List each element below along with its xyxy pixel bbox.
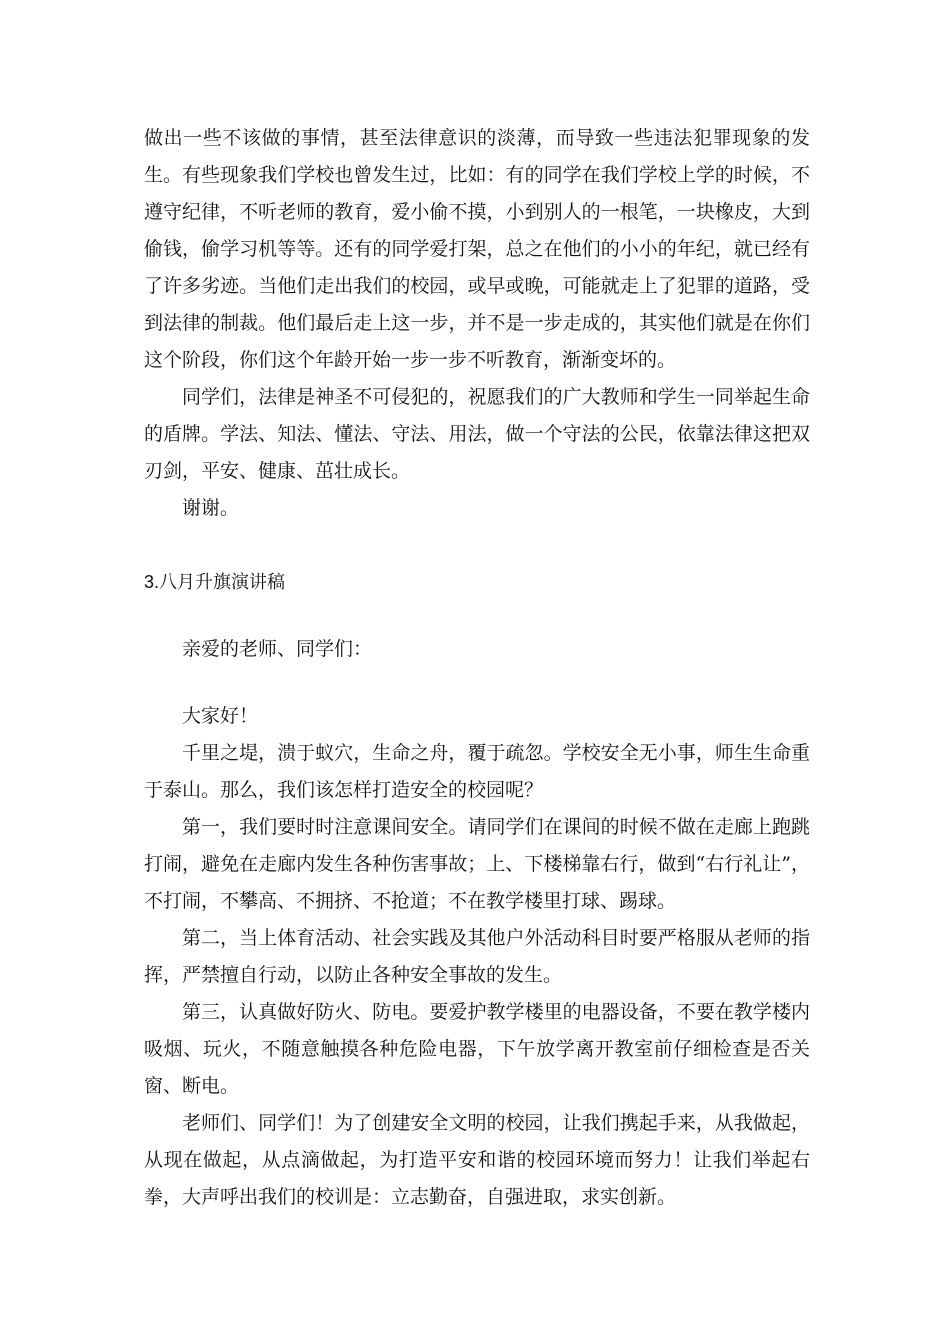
continuation-paragraph-1: 做出一些不该做的事情，甚至法律意识的淡薄，而导致一些违法犯罪现象的发生。有些现象我们学校也曾发生过，比如：有的同学在我们学校上学的时候，不遵守纪律，不听老师的教育，爱小偷不摸，小到别人的一根笔，一块橡皮，大到偷钱，偷学习机等等。还有的同学爱打架，总之在他们的小小的年纪，就已经有了许多劣迹。当他们走出我们的校园，或早或晚，可能就走上了犯罪的道路，受到法律的制裁。他们最后走上这一步，并不是一步走成的，其实他们就是在你们这个阶段，你们这个年龄开始一步一步不听教育，渐渐变坏的。 bbox=[144, 127, 810, 371]
body-paragraph-5: 老师们、同学们！为了创建安全文明的校园，让我们携起手来，从我做起，从现在做起，从点滴做起，为打造平安和谐的校园环境而努力！让我们举起右拳，大声呼出我们的校训是：立志勤奋，自强进取，求实创新。 bbox=[144, 1112, 810, 1208]
spacer bbox=[144, 668, 810, 698]
spacer bbox=[144, 527, 810, 564]
salutation: 亲爱的老师、同学们： bbox=[182, 638, 373, 660]
thanks-line: 谢谢。 bbox=[182, 497, 240, 519]
body-paragraph-3: 第二，当上体育活动、社会实践及其他户外活动科目时要严格服从老师的指挥，严禁擅自行动，以防止各种安全事故的发生。 bbox=[144, 927, 810, 986]
greeting: 大家好！ bbox=[182, 705, 259, 727]
document-page bbox=[144, 120, 810, 1216]
spacer bbox=[144, 601, 810, 631]
body-paragraph-2: 第一，我们要时时注意课间安全。请同学们在课间的时候不做在走廊上跑跳打闹，避免在走廊内发生各种伤害事故；上、下楼梯靠右行，做到“右行礼让”，不打闹，不攀高、不拥挤、不抢道；不在教学楼里打球、踢球。 bbox=[144, 816, 810, 912]
body-paragraph-1: 千里之堤，溃于蚁穴，生命之舟，覆于疏忽。学校安全无小事，师生生命重于泰山。那么，我们该怎样打造安全的校园呢？ bbox=[144, 742, 810, 801]
section-title: 3.八月升旗演讲稿 bbox=[144, 572, 286, 592]
continuation-paragraph-2: 同学们，法律是神圣不可侵犯的，祝愿我们的广大教师和学生一同举起生命的盾牌。学法、知法、懂法、守法、用法，做一个守法的公民，依靠法律这把双刃剑，平安、健康、茁壮成长。 bbox=[144, 386, 810, 482]
body-paragraph-4: 第三，认真做好防火、防电。要爱护教学楼里的电器设备，不要在教学楼内吸烟、玩火，不随意触摸各种危险电器，下午放学离开教室前仔细检查是否关窗、断电。 bbox=[144, 1001, 810, 1097]
